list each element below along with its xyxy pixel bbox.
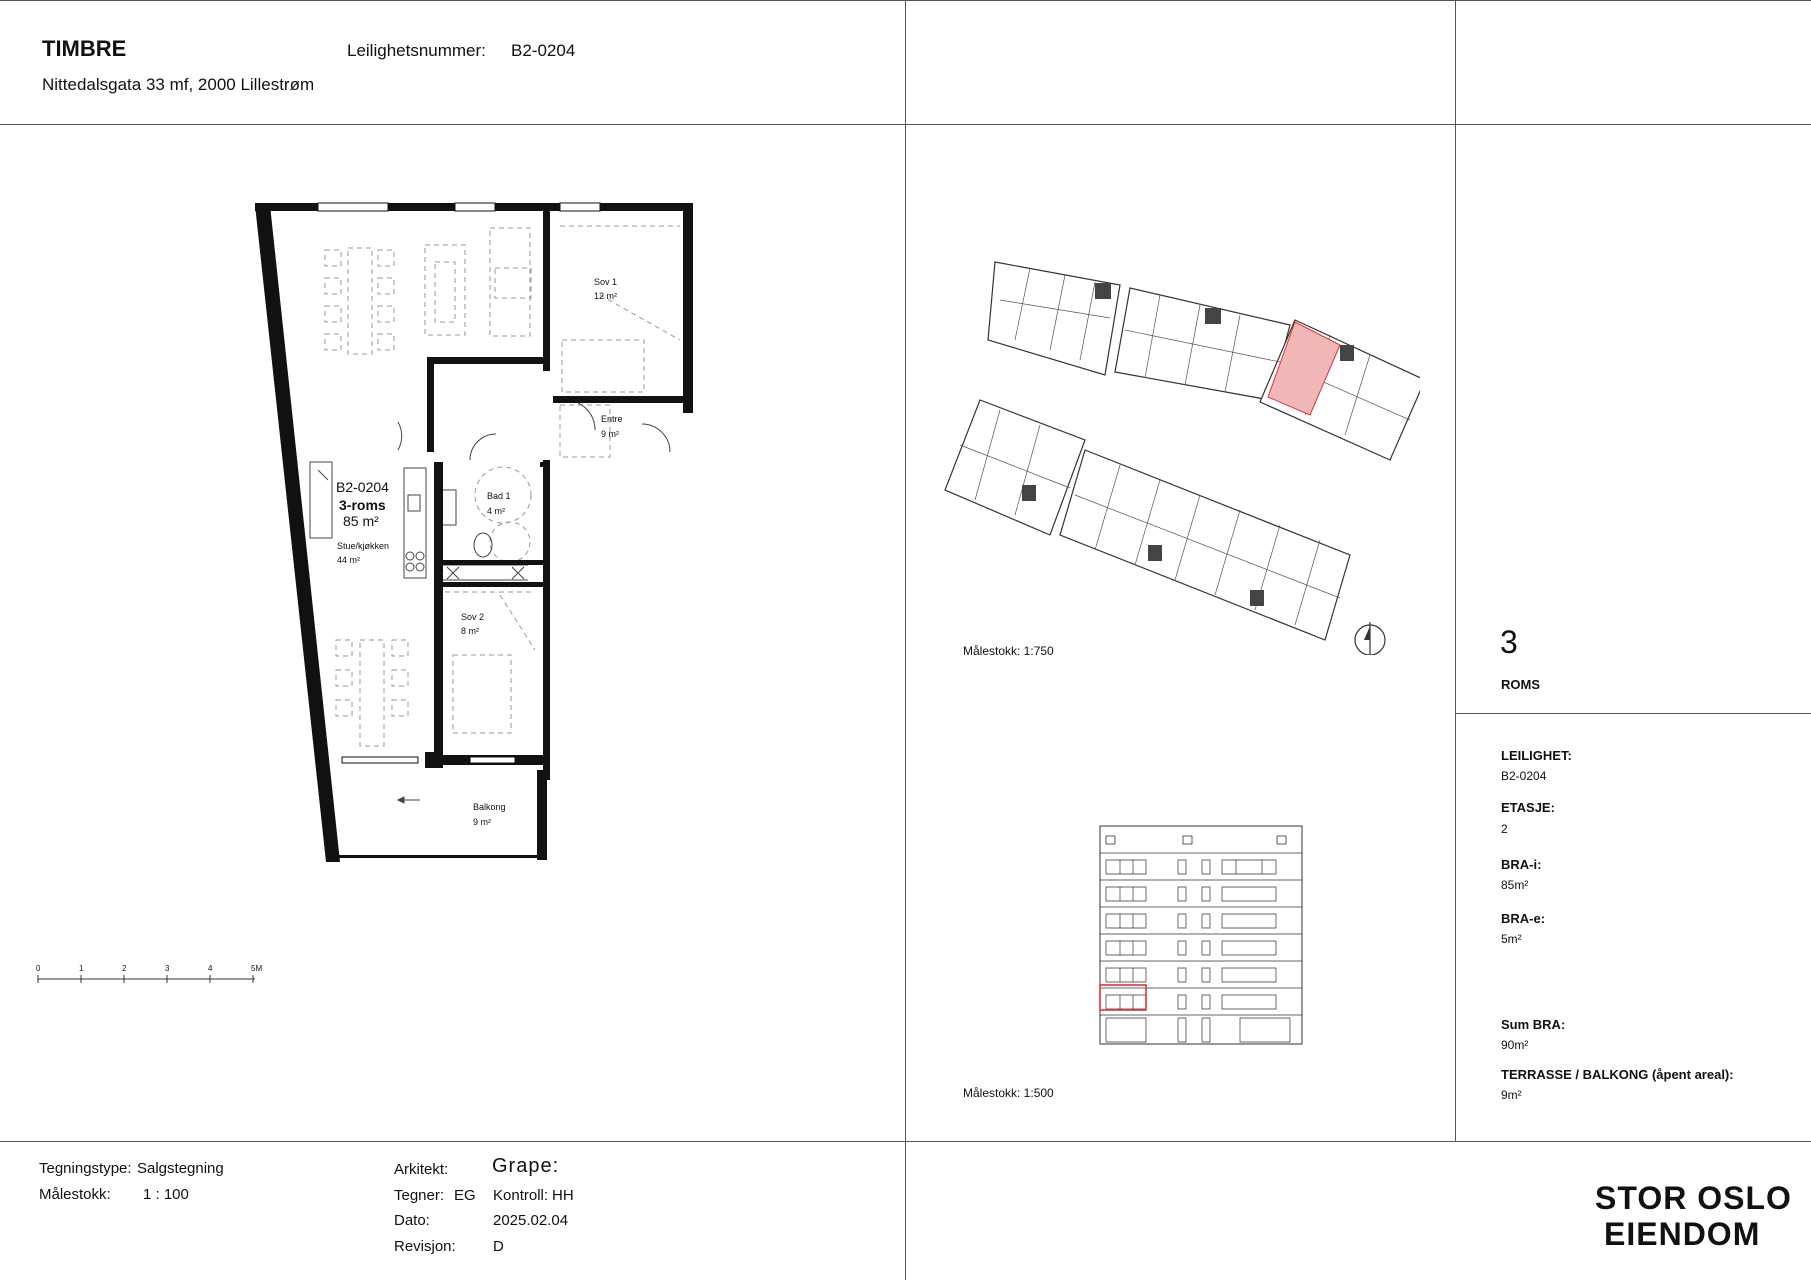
scale-bar [35, 975, 270, 995]
scale-tick: 2 [122, 964, 127, 973]
scale-tick: 5M [251, 964, 263, 973]
architect-label: Arkitekt: [394, 1161, 449, 1178]
revision-value: D [493, 1238, 504, 1255]
floor-plan [240, 195, 710, 875]
summary-value: B2-0204 [1501, 769, 1547, 783]
scale-tick: 4 [208, 964, 213, 973]
room-area: 9 m² [601, 429, 619, 439]
summary-value: 2 [1501, 822, 1508, 836]
unit-id: B2-0204 [336, 479, 389, 495]
unit-type: 3-roms [339, 497, 386, 513]
room-area: 12 m² [594, 291, 618, 301]
room-label: Bad 1 [487, 491, 511, 501]
drawing-type-label: Tegningstype: [39, 1160, 132, 1177]
control-value: HH [552, 1187, 574, 1204]
frame-line [905, 0, 906, 1280]
rooms-label: ROMS [1501, 677, 1540, 692]
unit-area: 85 m² [343, 513, 379, 529]
scale-tick: 1 [79, 964, 84, 973]
room-label: Stue/kjøkken [337, 541, 390, 551]
room-area: 9 m² [473, 817, 491, 827]
summary-value: 85m² [1501, 878, 1529, 892]
company-logo-line2: EIENDOM [1604, 1216, 1761, 1252]
summary-label: TERRASSE / BALKONG (åpent areal): [1501, 1067, 1734, 1082]
date-value: 2025.02.04 [493, 1212, 569, 1229]
address: Nittedalsgata 33 mf, 2000 Lillestrøm [42, 75, 315, 94]
drawing-type: Salgstegning [137, 1160, 224, 1177]
drawer-value: EG [454, 1187, 476, 1204]
scale-tick: 3 [165, 964, 170, 973]
frame-line [1455, 0, 1456, 1141]
room-label: Sov 1 [594, 277, 618, 287]
site-scale-bottom: Målestokk: 1:500 [963, 1086, 1054, 1100]
apartment-number: B2-0204 [511, 41, 576, 60]
apartment-number-label: Leilighetsnummer: [347, 41, 486, 60]
project-title: TIMBRE [42, 36, 127, 61]
summary-value: 5m² [1501, 932, 1522, 946]
summary-label: BRA-i: [1501, 857, 1542, 872]
room-area: 4 m² [487, 506, 505, 516]
summary-label: ETASJE: [1501, 800, 1555, 815]
site-scale-top: Målestokk: 1:750 [963, 644, 1054, 658]
company-logo-line1: STOR OSLO [1595, 1180, 1792, 1216]
drawer-label: Tegner: [394, 1187, 445, 1204]
room-label: Sov 2 [461, 612, 485, 622]
scale-label: Målestokk: [39, 1186, 111, 1203]
room-label: Balkong [473, 802, 506, 812]
rooms-count: 3 [1500, 624, 1518, 660]
date-label: Dato: [394, 1212, 430, 1229]
revision-label: Revisjon: [394, 1238, 456, 1255]
facade-elevation [1095, 820, 1315, 1050]
room-area: 44 m² [337, 555, 361, 565]
room-label: Entre [601, 414, 623, 424]
summary-value: 90m² [1501, 1038, 1529, 1052]
summary-label: LEILIGHET: [1501, 748, 1572, 763]
frame-line [1455, 713, 1811, 714]
room-area: 8 m² [461, 626, 479, 636]
control-label: Kontroll: [493, 1187, 549, 1204]
scale-value: 1 : 100 [143, 1186, 189, 1203]
scale-tick: 0 [36, 964, 41, 973]
summary-label: Sum BRA: [1501, 1017, 1566, 1032]
site-plan [940, 255, 1420, 655]
summary-label: BRA-e: [1501, 911, 1546, 926]
summary-value: 9m² [1501, 1088, 1522, 1102]
architect-logo: Grape: [492, 1155, 560, 1177]
